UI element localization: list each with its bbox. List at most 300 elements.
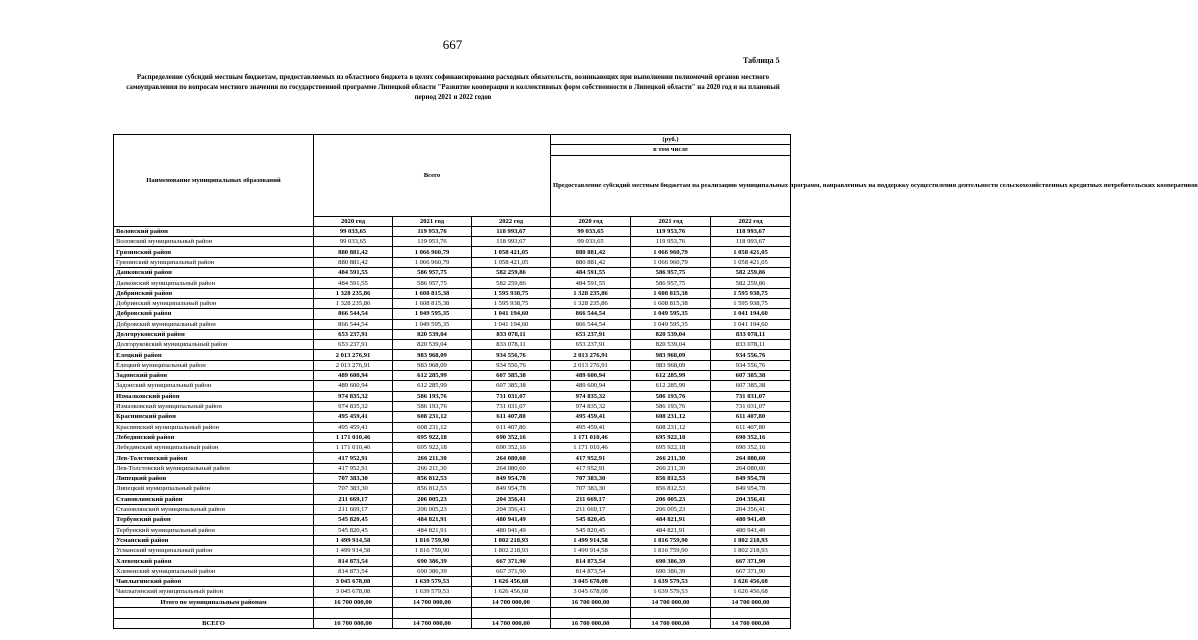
row-value: 934 556,76 (472, 360, 551, 370)
spacer-cell (393, 607, 472, 618)
row-value: 204 356,41 (472, 494, 551, 504)
row-value: 211 669,17 (314, 504, 393, 514)
row-label: Липецкий муниципальный район (114, 484, 314, 494)
row-value: 1 608 815,38 (631, 288, 711, 298)
row-value: 653 237,91 (314, 329, 393, 339)
row-value: 983 968,09 (393, 350, 472, 360)
row-label: Измалковский муниципальный район (114, 401, 314, 411)
including-label: в том числе (551, 145, 791, 155)
row-value: 653 237,91 (551, 340, 631, 350)
row-value: 1 066 960,79 (631, 257, 711, 267)
row-value: 480 941,49 (711, 525, 791, 535)
row-value: 814 873,54 (551, 556, 631, 566)
row-value: 119 953,76 (393, 226, 472, 236)
row-value: 1 171 010,46 (314, 432, 393, 442)
spacer-cell (551, 607, 631, 618)
row-value: 707 383,30 (314, 474, 393, 484)
row-value: 1 041 194,60 (472, 319, 551, 329)
row-value: 586 193,76 (393, 401, 472, 411)
row-label: Итого по муниципальным районам (114, 597, 314, 607)
district-row (114, 226, 791, 236)
spacer-cell (631, 607, 711, 618)
row-value: 1 066 960,79 (631, 247, 711, 257)
row-value: 612 285,99 (393, 381, 472, 391)
row-value: 1 802 218,93 (472, 535, 551, 545)
municipal-row (114, 443, 791, 453)
row-value: 820 539,04 (631, 340, 711, 350)
row-label: Чаплыгинский район (114, 576, 314, 586)
row-value: 1 816 759,90 (631, 535, 711, 545)
unit-label: (руб.) (551, 135, 791, 145)
row-value: 667 371,90 (472, 556, 551, 566)
row-value: 1 499 914,58 (551, 546, 631, 556)
row-value: 489 600,94 (314, 381, 393, 391)
row-value: 731 031,07 (711, 401, 791, 411)
row-value: 2 013 276,91 (551, 360, 631, 370)
row-value: 1 049 595,35 (393, 309, 472, 319)
row-value: 607 385,38 (711, 371, 791, 381)
row-value: 1 626 456,68 (472, 587, 551, 597)
municipal-row (114, 278, 791, 288)
row-value: 612 285,99 (631, 381, 711, 391)
row-value: 2 013 276,91 (314, 360, 393, 370)
row-value: 484 591,55 (551, 278, 631, 288)
row-value: 586 193,76 (631, 391, 711, 401)
row-value: 695 922,18 (631, 443, 711, 453)
row-value: 833 078,11 (472, 329, 551, 339)
row-value: 14 700 000,00 (472, 618, 551, 628)
row-value: 495 459,41 (551, 412, 631, 422)
district-row (114, 474, 791, 484)
row-value: 16 700 000,00 (314, 618, 393, 628)
row-value: 1 171 010,46 (551, 443, 631, 453)
spacer-cell (314, 607, 393, 618)
row-value: 974 835,32 (314, 391, 393, 401)
municipal-row (114, 546, 791, 556)
row-value: 707 383,30 (551, 474, 631, 484)
row-value: 14 700 000,00 (393, 618, 472, 628)
row-value: 484 821,91 (631, 515, 711, 525)
row-label: Елецкий район (114, 350, 314, 360)
row-value: 211 669,17 (314, 494, 393, 504)
row-value: 484 821,91 (631, 525, 711, 535)
row-value: 211 669,17 (551, 494, 631, 504)
row-value: 607 385,38 (472, 371, 551, 381)
row-label: Липецкий район (114, 474, 314, 484)
municipal-row (114, 319, 791, 329)
table-caption: Распределение субсидий местным бюджетам, предоставляемых из областного бюджета в целях софинансирования расходных обязательств, возникающих при выполнении полномочий органов местного самоуправления по вопросам местного значения по государственной программе Липецкой области "Развитие кооперации и коллективных форм собственности в Липецкой области" на 2020 год и на плановый период 2021 и 2022 годов (126, 74, 780, 101)
row-value: 690 352,16 (711, 432, 791, 442)
row-value: 690 352,16 (472, 432, 551, 442)
row-label: Добринский район (114, 288, 314, 298)
row-value: 204 356,41 (472, 504, 551, 514)
row-value: 880 881,42 (314, 247, 393, 257)
row-value: 849 954,78 (711, 474, 791, 484)
row-value: 1 816 759,90 (393, 546, 472, 556)
row-value: 417 952,91 (314, 453, 393, 463)
row-value: 495 459,41 (314, 422, 393, 432)
row-value: 266 211,30 (393, 453, 472, 463)
municipal-row (114, 463, 791, 473)
row-value: 1 802 218,93 (472, 546, 551, 556)
row-value: 695 922,18 (393, 432, 472, 442)
table-body (114, 226, 791, 628)
row-label: Усманский район (114, 535, 314, 545)
row-label: Краснинский муниципальный район (114, 422, 314, 432)
row-value: 1 041 194,60 (472, 309, 551, 319)
row-value: 586 957,75 (393, 278, 472, 288)
table-number: Таблица 5 (743, 56, 780, 65)
row-value: 582 259,86 (711, 278, 791, 288)
row-value: 690 386,39 (631, 566, 711, 576)
row-value: 586 957,75 (631, 268, 711, 278)
row-value: 856 812,53 (393, 484, 472, 494)
row-value: 14 700 000,00 (631, 618, 711, 628)
row-value: 690 352,16 (472, 443, 551, 453)
row-value: 484 821,91 (393, 525, 472, 535)
district-row (114, 309, 791, 319)
row-value: 545 820,45 (314, 525, 393, 535)
row-label: Воловский муниципальный район (114, 237, 314, 247)
row-value: 611 407,80 (711, 422, 791, 432)
row-value: 1 626 456,68 (472, 576, 551, 586)
row-label: Тербунский район (114, 515, 314, 525)
row-value: 856 812,53 (393, 474, 472, 484)
row-label: Задонский муниципальный район (114, 381, 314, 391)
municipal-row (114, 298, 791, 308)
row-label: Данковский район (114, 268, 314, 278)
spacer-row (114, 607, 791, 618)
row-value: 707 383,30 (314, 484, 393, 494)
district-row (114, 515, 791, 525)
row-value: 3 045 678,08 (551, 587, 631, 597)
row-value: 495 459,41 (551, 422, 631, 432)
row-value: 417 952,91 (551, 463, 631, 473)
row-label: Елецкий муниципальный район (114, 360, 314, 370)
row-value: 707 383,30 (551, 484, 631, 494)
row-label: Добровский муниципальный район (114, 319, 314, 329)
municipal-row (114, 340, 791, 350)
row-value: 417 952,91 (551, 453, 631, 463)
district-row (114, 412, 791, 422)
year-subsidy-2021: 2021 год (631, 216, 711, 226)
row-value: 695 922,18 (631, 432, 711, 442)
row-label: Тербунский муниципальный район (114, 525, 314, 535)
district-row (114, 494, 791, 504)
municipal-row (114, 381, 791, 391)
row-value: 1 499 914,58 (314, 535, 393, 545)
row-value: 586 193,76 (393, 391, 472, 401)
row-value: 1 041 194,60 (711, 309, 791, 319)
total-row (114, 618, 791, 628)
row-value: 667 371,90 (472, 566, 551, 576)
row-value: 1 595 938,75 (711, 288, 791, 298)
municipal-row (114, 587, 791, 597)
row-value: 608 231,12 (631, 422, 711, 432)
row-value: 118 993,67 (472, 226, 551, 236)
row-value: 1 626 456,68 (711, 587, 791, 597)
row-value: 690 386,39 (393, 566, 472, 576)
row-value: 1 816 759,90 (393, 535, 472, 545)
row-value: 204 356,41 (711, 504, 791, 514)
row-value: 653 237,91 (551, 329, 631, 339)
district-row (114, 371, 791, 381)
row-label: Хлевенский муниципальный район (114, 566, 314, 576)
row-value: 264 080,60 (711, 453, 791, 463)
year-subsidy-2022: 2022 год (711, 216, 791, 226)
row-value: 484 591,55 (314, 268, 393, 278)
row-value: 3 045 678,08 (314, 587, 393, 597)
row-value: 1 049 595,35 (631, 309, 711, 319)
row-value: 607 385,38 (711, 381, 791, 391)
municipal-row (114, 504, 791, 514)
row-value: 1 066 960,79 (393, 257, 472, 267)
row-value: 983 968,09 (631, 350, 711, 360)
row-value: 690 386,39 (631, 556, 711, 566)
row-value: 1 058 421,05 (472, 257, 551, 267)
district-row (114, 247, 791, 257)
district-row (114, 432, 791, 442)
row-value: 833 078,11 (472, 340, 551, 350)
row-label: Воловский район (114, 226, 314, 236)
row-value: 586 957,75 (393, 268, 472, 278)
row-value: 1 608 815,38 (631, 298, 711, 308)
subtotal-row (114, 597, 791, 607)
row-value: 856 812,53 (631, 474, 711, 484)
year-total-2022: 2022 год (472, 216, 551, 226)
row-label: Задонский район (114, 371, 314, 381)
page-number: 667 (442, 37, 463, 52)
row-value: 1 499 914,58 (314, 546, 393, 556)
row-label: Данковский муниципальный район (114, 278, 314, 288)
row-value: 1 058 421,05 (472, 247, 551, 257)
row-value: 1 171 010,46 (314, 443, 393, 453)
row-value: 119 953,76 (631, 226, 711, 236)
row-value: 495 459,41 (314, 412, 393, 422)
row-value: 608 231,12 (393, 422, 472, 432)
row-value: 820 539,04 (393, 340, 472, 350)
row-label: ВСЕГО (114, 618, 314, 628)
row-value: 974 835,32 (551, 391, 631, 401)
row-value: 3 045 678,08 (314, 576, 393, 586)
row-value: 484 821,91 (393, 515, 472, 525)
row-value: 118 993,67 (711, 237, 791, 247)
row-value: 866 544,54 (551, 309, 631, 319)
row-value: 586 957,75 (631, 278, 711, 288)
row-value: 611 407,80 (472, 412, 551, 422)
row-value: 731 031,07 (472, 401, 551, 411)
row-value: 1 041 194,60 (711, 319, 791, 329)
row-value: 1 171 010,46 (551, 432, 631, 442)
district-row (114, 576, 791, 586)
row-value: 866 544,54 (314, 319, 393, 329)
row-value: 99 033,65 (551, 226, 631, 236)
row-value: 1 639 579,53 (631, 587, 711, 597)
row-value: 118 993,67 (472, 237, 551, 247)
row-value: 16 700 000,00 (551, 597, 631, 607)
row-value: 1 608 815,38 (393, 288, 472, 298)
district-row (114, 391, 791, 401)
row-value: 545 820,45 (551, 515, 631, 525)
row-value: 856 812,53 (631, 484, 711, 494)
row-value: 480 941,49 (472, 515, 551, 525)
row-value: 99 033,65 (551, 237, 631, 247)
row-value: 849 954,78 (711, 484, 791, 494)
row-label: Краснинский район (114, 412, 314, 422)
row-value: 1 595 938,75 (472, 288, 551, 298)
row-value: 119 953,76 (631, 237, 711, 247)
district-row (114, 556, 791, 566)
year-total-2020: 2020 год (314, 216, 393, 226)
district-row (114, 453, 791, 463)
row-value: 1 802 218,93 (711, 546, 791, 556)
row-value: 1 639 579,53 (393, 587, 472, 597)
row-value: 880 881,42 (551, 247, 631, 257)
row-value: 820 539,04 (393, 329, 472, 339)
row-value: 1 058 421,05 (711, 257, 791, 267)
row-value: 1 328 235,86 (551, 288, 631, 298)
row-value: 866 544,54 (551, 319, 631, 329)
municipal-row (114, 566, 791, 576)
row-label: Лебедянский муниципальный район (114, 443, 314, 453)
district-row (114, 329, 791, 339)
row-value: 1 595 938,75 (711, 298, 791, 308)
row-value: 1 626 456,68 (711, 576, 791, 586)
row-value: 2 013 276,91 (551, 350, 631, 360)
row-value: 1 499 914,58 (551, 535, 631, 545)
row-value: 849 954,78 (472, 474, 551, 484)
row-label: Долгоруковский муниципальный район (114, 340, 314, 350)
row-value: 1 595 938,75 (472, 298, 551, 308)
row-value: 264 080,60 (711, 463, 791, 473)
row-value: 16 700 000,00 (551, 618, 631, 628)
row-value: 695 922,18 (393, 443, 472, 453)
row-value: 204 356,41 (711, 494, 791, 504)
row-label: Становлянский район (114, 494, 314, 504)
district-row (114, 350, 791, 360)
row-value: 866 544,54 (314, 309, 393, 319)
municipal-row (114, 422, 791, 432)
row-value: 2 013 276,91 (314, 350, 393, 360)
row-value: 14 700 000,00 (631, 597, 711, 607)
row-label: Долгоруковский район (114, 329, 314, 339)
col-total-header: Всего (314, 135, 551, 217)
year-subsidy-2020: 2020 год (551, 216, 631, 226)
row-value: 934 556,76 (711, 350, 791, 360)
year-total-2021: 2021 год (393, 216, 472, 226)
row-value: 3 045 678,08 (551, 576, 631, 586)
row-value: 833 078,11 (711, 340, 791, 350)
row-label: Грязинский муниципальный район (114, 257, 314, 267)
row-value: 690 352,16 (711, 443, 791, 453)
row-value: 607 385,38 (472, 381, 551, 391)
row-value: 264 080,60 (472, 453, 551, 463)
row-value: 14 700 000,00 (393, 597, 472, 607)
row-value: 118 993,67 (711, 226, 791, 236)
row-value: 99 033,65 (314, 237, 393, 247)
row-label: Грязинский район (114, 247, 314, 257)
row-value: 690 386,39 (393, 556, 472, 566)
row-value: 582 259,86 (472, 268, 551, 278)
row-label: Лев-Толстовский район (114, 453, 314, 463)
row-value: 611 407,80 (472, 422, 551, 432)
spacer-cell (711, 607, 791, 618)
row-value: 974 835,32 (314, 401, 393, 411)
spacer-cell (114, 607, 314, 618)
row-value: 586 193,76 (631, 401, 711, 411)
row-value: 880 881,42 (314, 257, 393, 267)
row-label: Чаплыгинский муниципальный район (114, 587, 314, 597)
row-value: 211 669,17 (551, 504, 631, 514)
row-value: 608 231,12 (631, 412, 711, 422)
row-value: 206 005,23 (631, 494, 711, 504)
row-value: 545 820,45 (551, 525, 631, 535)
row-value: 608 231,12 (393, 412, 472, 422)
municipal-row (114, 401, 791, 411)
row-label: Хлевенский район (114, 556, 314, 566)
row-value: 14 700 000,00 (711, 618, 791, 628)
row-value: 1 328 235,86 (551, 298, 631, 308)
row-value: 1 816 759,90 (631, 546, 711, 556)
row-value: 833 078,11 (711, 329, 791, 339)
row-value: 545 820,45 (314, 515, 393, 525)
row-value: 880 881,42 (551, 257, 631, 267)
row-label: Становлянский муниципальный район (114, 504, 314, 514)
row-value: 582 259,86 (472, 278, 551, 288)
row-value: 974 835,32 (551, 401, 631, 411)
row-value: 820 539,04 (631, 329, 711, 339)
row-value: 489 600,94 (551, 371, 631, 381)
row-value: 983 968,09 (393, 360, 472, 370)
row-label: Добровский район (114, 309, 314, 319)
row-label: Усманский муниципальный район (114, 546, 314, 556)
col-subsidy-header: Предоставление субсидий местным бюджетам на реализацию муниципальных программ, направленных на поддержку осуществления деятельности сельскохозяйственных кредитных потребительских кооперативов (551, 155, 791, 216)
row-value: 489 600,94 (551, 381, 631, 391)
row-value: 14 700 000,00 (472, 597, 551, 607)
row-value: 14 700 000,00 (711, 597, 791, 607)
row-value: 206 005,23 (393, 494, 472, 504)
row-value: 1 049 595,35 (393, 319, 472, 329)
row-label: Лебедянский район (114, 432, 314, 442)
row-value: 266 211,30 (631, 463, 711, 473)
row-value: 99 033,65 (314, 226, 393, 236)
district-row (114, 268, 791, 278)
row-label: Измалковский район (114, 391, 314, 401)
row-value: 266 211,30 (393, 463, 472, 473)
row-value: 667 371,90 (711, 566, 791, 576)
row-value: 612 285,99 (393, 371, 472, 381)
row-value: 611 407,80 (711, 412, 791, 422)
row-value: 1 608 815,38 (393, 298, 472, 308)
municipal-row (114, 484, 791, 494)
row-value: 1 066 960,79 (393, 247, 472, 257)
row-label: Лев-Толстовский муниципальный район (114, 463, 314, 473)
district-row (114, 288, 791, 298)
spacer-cell (472, 607, 551, 618)
row-value: 480 941,49 (472, 525, 551, 535)
unit-row (114, 135, 791, 145)
row-value: 667 371,90 (711, 556, 791, 566)
row-value: 1 328 235,86 (314, 288, 393, 298)
row-value: 582 259,86 (711, 268, 791, 278)
municipal-row (114, 525, 791, 535)
row-value: 16 700 000,00 (314, 597, 393, 607)
row-value: 934 556,76 (711, 360, 791, 370)
row-value: 1 328 235,86 (314, 298, 393, 308)
row-label: Добринский муниципальный район (114, 298, 314, 308)
row-value: 119 953,76 (393, 237, 472, 247)
municipal-row (114, 360, 791, 370)
